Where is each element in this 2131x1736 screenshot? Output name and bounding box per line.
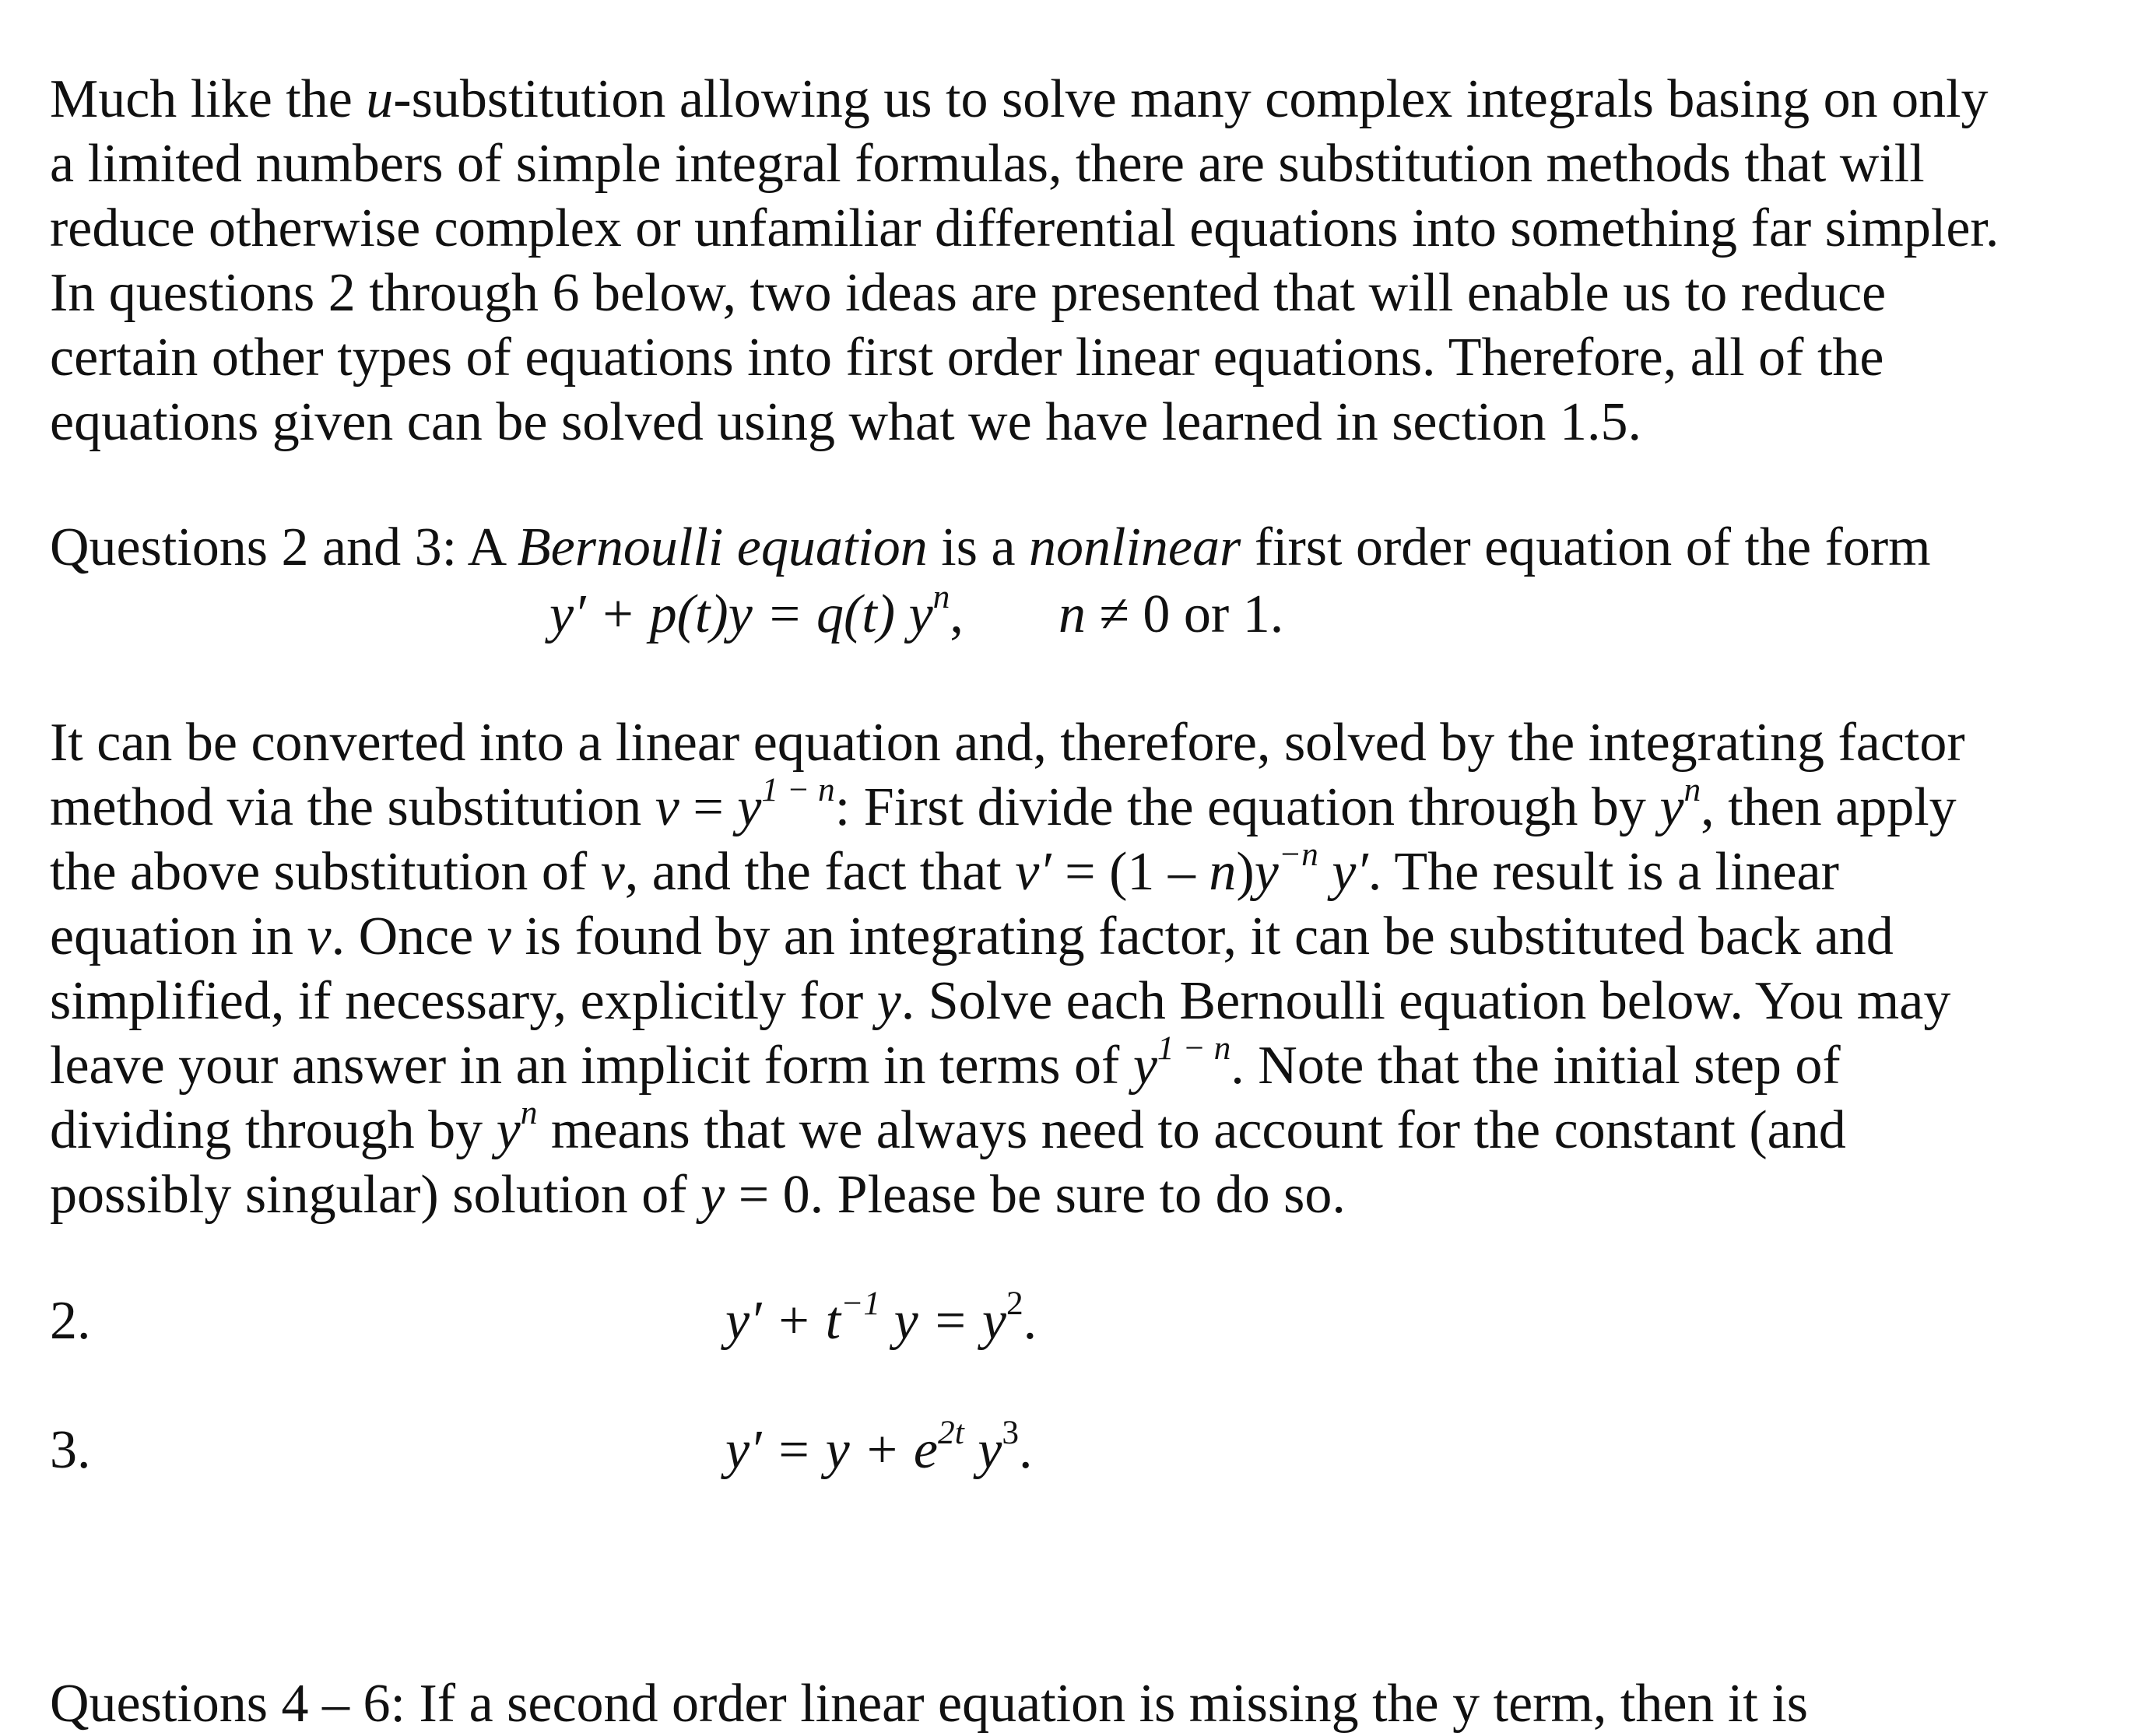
question-number: 3. — [50, 1420, 91, 1480]
intro-line-1: Much like the u-substitution allowing us to solve many complex integrals basing on only — [50, 69, 1989, 129]
intro-line-2: a limited numbers of simple integral formulas, there are substitution methods that will — [50, 134, 1925, 194]
question-number: 2. — [50, 1291, 91, 1351]
document-page — [50, 0, 2105, 1734]
cutoff-text-line: Questions 4 – 6: If a second order linear equation is missing the y term, then it is — [50, 1674, 1809, 1734]
intro-line-3: reduce otherwise complex or unfamiliar differential equations into something far simpler. — [50, 198, 1999, 258]
intro-line-4: In questions 2 through 6 below, two ideas are presented that will enable us to reduce — [50, 263, 1887, 323]
question-3-equation: $y' = y + e^{2t}$ $y^3$. — [725, 1413, 1033, 1480]
intro-paragraph — [50, 67, 2105, 454]
nonlinear-term: nonlinear — [1029, 517, 1241, 577]
intro-line-6: equations given can be solved using what we have learned in section 1.5. — [50, 392, 1641, 452]
bernoulli-heading: Questions 2 and 3: A Bernoulli equation is a nonlinear first order equation of the form — [50, 517, 1931, 577]
question-2-equation: $y' + t^{-1}$ $y = y^2$. — [725, 1284, 1037, 1351]
bernoulli-term: Bernoulli equation — [517, 517, 928, 577]
bernoulli-formula: y′ + p(t)y = q(t) $y^n$, — [549, 577, 964, 644]
bernoulli-condition: n ≠ 0 or 1. — [1058, 584, 1284, 644]
explanation-paragraph: It can be converted into a linear equation and, therefore, solved by the integrating factor method via the substitution $v = y^{1 - n}$: First divide the equation through by $y^n$, then apply the above substitution of v, and the fact that $v' = (1 - n)y^{-n}$ y′. The result is a linear equation in v. Once v is found by an integrating factor, it can be substituted back and simplified, if necessary, explicitly for y. Solve each Bernoulli equation below. You may leave your answer in an implicit form in terms of $y^{1 - n}$. Note that the initial step of dividing through by $y^n$ means that we always need to account for the constant (and possibly singular) solution of y = 0. Please be sure to do so. — [50, 713, 1965, 1225]
intro-line-5: certain other types of equations into first order linear equations. Therefore, all of the — [50, 328, 1884, 388]
